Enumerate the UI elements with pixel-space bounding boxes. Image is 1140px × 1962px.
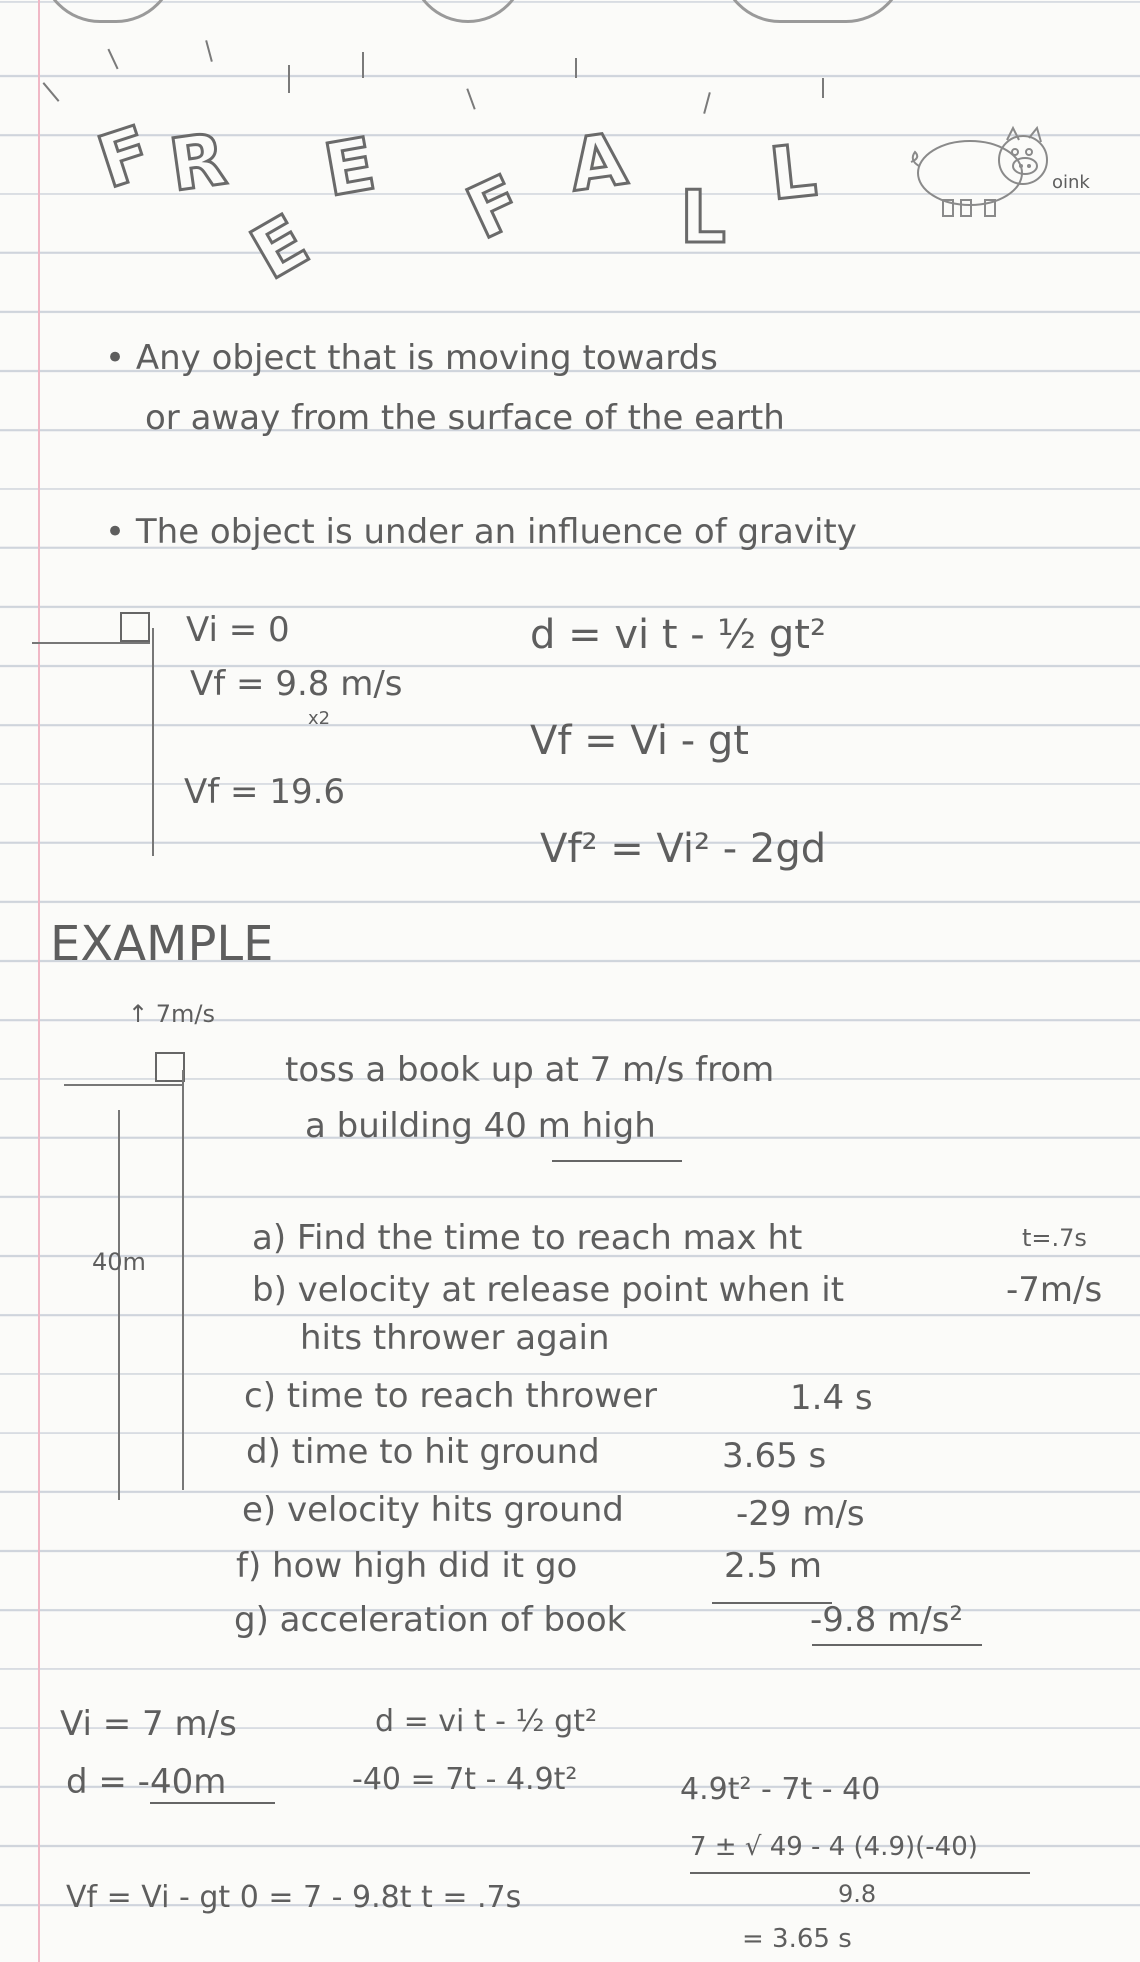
bullet-text: or away from the surface of the earth [145, 398, 785, 438]
formula: d = vi t - ½ gt² [530, 612, 826, 658]
rain-dash [43, 82, 60, 102]
problem-text: a building 40 m high [305, 1106, 656, 1146]
work-line: d = -40m [66, 1762, 227, 1802]
work-line: -40 = 7t - 4.9t² [352, 1762, 578, 1797]
building-line [182, 1070, 184, 1490]
velocity-arrow-label: ↑ 7m/s [128, 1000, 215, 1028]
rain-dash [703, 92, 711, 114]
question: hits thrower again [300, 1318, 610, 1358]
height-label: 40m [92, 1248, 146, 1276]
underline [552, 1160, 682, 1162]
multiplier-label: x2 [308, 708, 331, 729]
formula: Vf = Vi - gt [530, 718, 749, 764]
question: d) time to hit ground [246, 1432, 600, 1472]
bullet-text: • The object is under an influence of gravity [105, 512, 857, 552]
question: c) time to reach thrower [244, 1376, 657, 1416]
title-letter: A [564, 116, 632, 208]
formula: Vf² = Vi² - 2gd [540, 826, 827, 872]
title-letter: L [765, 127, 821, 217]
rain-dash [362, 52, 364, 78]
quadratic-numerator: 7 ± √ 49 - 4 (4.9)(-40) [690, 1832, 978, 1862]
rain-dash [822, 78, 824, 98]
object-box [120, 612, 150, 642]
underline [812, 1644, 982, 1646]
work-line: d = vi t - ½ gt² [375, 1704, 597, 1739]
rain-dash [466, 88, 475, 109]
example-heading: EXAMPLE [50, 916, 274, 972]
margin-line [38, 0, 40, 1962]
height-arrow [118, 1110, 120, 1500]
rain-dash [205, 40, 213, 62]
work-line: 4.9t² - 7t - 40 [680, 1772, 881, 1807]
building-top-line [64, 1084, 182, 1086]
quadratic-denominator: 9.8 [838, 1880, 877, 1908]
question: a) Find the time to reach max ht [252, 1218, 803, 1258]
question: b) velocity at release point when it [252, 1270, 845, 1310]
book-box [155, 1052, 185, 1082]
answer: 3.65 s [722, 1436, 827, 1476]
title-letter: E [237, 198, 322, 296]
fraction-bar [690, 1872, 1030, 1874]
answer: -9.8 m/s² [810, 1600, 964, 1640]
question: e) velocity hits ground [242, 1490, 624, 1530]
cloud-doodle [40, 0, 176, 23]
vi-label: Vi = 0 [186, 610, 290, 650]
answer: -29 m/s [736, 1494, 865, 1534]
quadratic-result: = 3.65 s [742, 1924, 852, 1954]
work-line: Vf = Vi - gt 0 = 7 - 9.8t t = .7s [66, 1880, 522, 1915]
title-letter: L [680, 175, 726, 259]
rain-dash [107, 49, 118, 70]
question: g) acceleration of book [234, 1600, 627, 1640]
vf-label: Vf = 19.6 [184, 772, 346, 812]
answer: 2.5 m [724, 1546, 822, 1586]
rain-dash [288, 65, 290, 93]
vf-label: Vf = 9.8 m/s [190, 664, 403, 704]
rain-dash [575, 58, 577, 78]
title-letter: R [164, 116, 232, 208]
cloud-doodle [720, 0, 906, 23]
pig-caption: oink [1052, 172, 1090, 193]
answer: -7m/s [1006, 1270, 1103, 1310]
answer: 1.4 s [790, 1378, 873, 1418]
title-letter: F [454, 158, 535, 256]
title-letter: E [318, 121, 382, 213]
problem-text: toss a book up at 7 m/s from [285, 1050, 775, 1090]
work-line: Vi = 7 m/s [60, 1704, 237, 1744]
bullet-text: • Any object that is moving towards [105, 338, 718, 378]
title-letter: F [88, 109, 161, 205]
pig-icon [905, 118, 1055, 228]
answer: t=.7s [1022, 1224, 1087, 1252]
question: f) how high did it go [236, 1546, 578, 1586]
ledge-line [32, 642, 150, 644]
underline [150, 1802, 275, 1804]
cloud-doodle [410, 0, 526, 23]
fall-line [152, 628, 154, 856]
